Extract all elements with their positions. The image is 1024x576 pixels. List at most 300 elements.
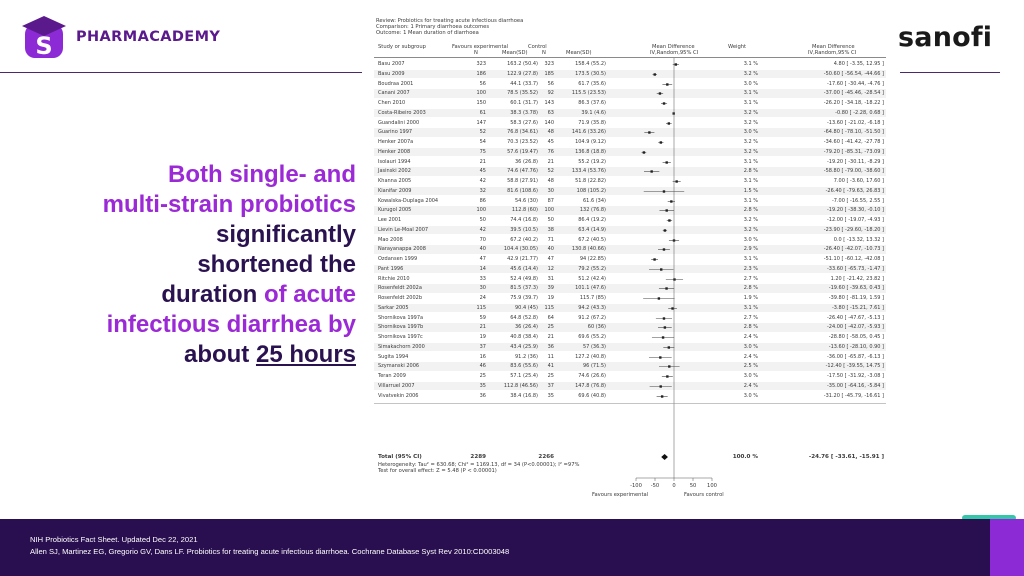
col-ctrl-n: N xyxy=(542,50,546,56)
axis-tick-label: -100 xyxy=(630,483,642,489)
study-w: 2.8 % xyxy=(743,324,758,331)
study-mc: 115.7 (85) xyxy=(579,295,606,301)
study-name: Rosenfeldt 2002b xyxy=(378,295,423,301)
study-ci: -79.20 [ -85.31, -73.09 ] xyxy=(823,148,884,155)
study-mc: 51.2 (42.4) xyxy=(578,275,606,282)
study-me: 91.2 (36) xyxy=(515,353,538,360)
total-n-exp: 2289 xyxy=(470,454,486,460)
study-ne: 86 xyxy=(479,197,486,204)
study-me: 122.9 (27.8) xyxy=(507,70,538,77)
study-nc: 30 xyxy=(547,187,554,194)
study-me: 36 (26.8) xyxy=(515,158,538,165)
study-ne: 24 xyxy=(479,295,486,301)
study-ne: 21 xyxy=(479,324,486,331)
study-me: 83.6 (55.6) xyxy=(510,363,538,370)
study-name: Canani 2007 xyxy=(378,90,410,97)
study-nc: 50 xyxy=(547,217,554,223)
study-ne: 32 xyxy=(479,187,486,194)
study-name: Shornikova 1997b xyxy=(378,324,424,331)
study-ne: 61 xyxy=(479,109,486,116)
study-mc: 39.1 (4.6) xyxy=(581,109,606,116)
study-w: 3.1 % xyxy=(743,197,758,204)
study-nc: 115 xyxy=(544,304,554,311)
headline-line-4: shortened the xyxy=(197,251,356,278)
study-ci: -24.00 [ -42.07, -5.93 ] xyxy=(826,324,884,331)
study-w: 3.1 % xyxy=(743,304,758,311)
study-ne: 47 xyxy=(479,256,486,262)
study-name: Vivatvekin 2006 xyxy=(378,392,419,399)
study-nc: 35 xyxy=(547,392,554,399)
col-ctrl: Control xyxy=(528,44,547,50)
study-me: 42.9 (21.77) xyxy=(507,256,538,262)
study-ci: -23.90 [ -29.60, -18.20 ] xyxy=(823,226,884,233)
study-mc: 104.9 (9.12) xyxy=(575,139,606,145)
study-mc: 61.6 (34) xyxy=(583,197,606,204)
pharmacademy-wordmark: PHARMACADEMY xyxy=(76,29,221,45)
plot-axis xyxy=(366,16,892,504)
study-nc: 36 xyxy=(547,343,554,350)
forest-plot xyxy=(366,16,892,504)
study-me: 104.4 (30.05) xyxy=(503,246,538,253)
study-me: 58.3 (27.6) xyxy=(510,119,538,126)
study-w: 2.4 % xyxy=(743,382,758,389)
study-ci: -26.40 [ -47.67, -5.13 ] xyxy=(826,314,884,321)
study-w: 3.1 % xyxy=(743,158,758,165)
study-mc: 132 (76.8) xyxy=(579,207,606,214)
col-md-method: IV,Random,95% CI xyxy=(650,50,699,56)
study-ne: 100 xyxy=(476,207,486,214)
study-nc: 12 xyxy=(547,265,554,272)
study-w: 2.4 % xyxy=(743,353,758,360)
heterogeneity: Heterogeneity: Tau² = 630.68; Chi² = 1169.13, df = 34 (P<0.00001); I² =97% xyxy=(378,462,580,468)
pooled-diamond xyxy=(661,454,668,460)
study-ne: 19 xyxy=(479,334,486,340)
study-me: 112.8 (46.56) xyxy=(503,382,538,389)
study-nc: 38 xyxy=(547,226,554,233)
headline-line-7 xyxy=(26,340,356,370)
study-me: 43.4 (25.9) xyxy=(510,343,538,350)
study-nc: 92 xyxy=(547,90,554,97)
study-name: Kurugol 2005 xyxy=(378,207,412,214)
study-mc: 101.1 (47.6) xyxy=(575,285,606,292)
study-me: 57.1 (25.4) xyxy=(510,373,538,379)
study-w: 3.2 % xyxy=(743,119,758,126)
favours-experimental: Favours experimental xyxy=(592,492,649,498)
study-name: Kowalska-Duplaga 2004 xyxy=(378,197,439,204)
study-w: 2.5 % xyxy=(743,363,758,370)
study-w: 3.1 % xyxy=(743,61,758,67)
col-weight: Weight xyxy=(728,44,747,50)
study-nc: 140 xyxy=(544,119,554,126)
col-md-ci-method: IV,Random,95% CI xyxy=(808,50,857,56)
study-name: Chen 2010 xyxy=(378,100,406,106)
study-mc: 74.6 (26.6) xyxy=(578,373,606,379)
study-ne: 54 xyxy=(479,139,486,145)
study-name: Kianifar 2009 xyxy=(378,187,412,194)
study-name: Lee 2001 xyxy=(378,217,402,223)
study-ci: -28.80 [ -58.05, 0.45 ] xyxy=(828,334,884,340)
study-mc: 71.9 (35.8) xyxy=(578,119,606,126)
study-mc: 147.8 (76.8) xyxy=(575,382,606,389)
study-ne: 147 xyxy=(476,119,486,126)
total-label: Total (95% CI) xyxy=(378,454,422,460)
study-ne: 36 xyxy=(479,392,486,399)
study-name: Shornikova 1997c xyxy=(378,334,423,340)
study-ci: 1.20 [ -21.42, 23.82 ] xyxy=(830,275,884,282)
headline-line-3: significantly xyxy=(215,221,356,248)
study-me: 70.3 (23.52) xyxy=(507,139,538,145)
study-ci: -33.60 [ -65.73, -1.47 ] xyxy=(826,265,884,272)
overall-effect: Test for overall effect: Z = 5.48 (P < 0.00001) xyxy=(378,468,497,474)
study-ci: -13.60 [ -21.02, -6.18 ] xyxy=(826,119,884,126)
study-w: 3.2 % xyxy=(743,148,758,155)
study-nc: 63 xyxy=(547,109,554,116)
study-nc: 76 xyxy=(547,148,554,155)
plot-comparison: Comparison: 1 Primary diarrhoea outcomes xyxy=(376,24,490,30)
study-me: 36 (26.4) xyxy=(515,324,538,331)
study-mc: 67.2 (40.5) xyxy=(578,236,606,243)
study-ne: 56 xyxy=(479,80,486,87)
study-mc: 94.2 (43.3) xyxy=(578,304,606,311)
study-me: 64.8 (52.8) xyxy=(510,314,538,321)
study-w: 2.9 % xyxy=(743,246,758,253)
study-mc: 91.2 (67.2) xyxy=(578,314,606,321)
study-ci: -19.60 [ -39.63, 0.43 ] xyxy=(828,285,884,292)
study-w: 3.0 % xyxy=(743,373,758,379)
study-me: 45.6 (14.4) xyxy=(510,265,538,272)
study-w: 2.7 % xyxy=(743,275,758,282)
study-nc: 87 xyxy=(547,197,554,204)
study-name: Szymanski 2006 xyxy=(378,363,420,370)
headline-line-2: multi-strain probiotics xyxy=(102,191,356,218)
study-mc: 108 (105.2) xyxy=(576,187,606,194)
study-w: 3.1 % xyxy=(743,100,758,106)
study-mc: 60 (36) xyxy=(587,324,606,331)
study-mc: 61.7 (35.6) xyxy=(578,80,606,87)
study-nc: 11 xyxy=(547,353,554,360)
study-ne: 150 xyxy=(476,100,486,106)
study-ci: -39.80 [ -81.19, 1.59 ] xyxy=(828,295,884,301)
study-name: Mao 2008 xyxy=(378,236,403,243)
study-w: 2.3 % xyxy=(743,265,758,272)
study-w: 3.2 % xyxy=(743,70,758,77)
study-nc: 37 xyxy=(547,382,554,389)
study-w: 3.0 % xyxy=(743,392,758,399)
study-mc: 173.5 (30.5) xyxy=(575,70,606,77)
study-w: 2.4 % xyxy=(743,334,758,340)
study-name: Costa-Ribeiro 2003 xyxy=(378,109,426,116)
study-ne: 75 xyxy=(479,148,486,155)
total-ci: -24.76 [ -33.61, -15.91 ] xyxy=(808,454,884,460)
col-md-ci: Mean Difference xyxy=(812,44,855,50)
study-nc: 185 xyxy=(544,70,554,77)
study-ne: 115 xyxy=(476,304,486,311)
study-w: 3.0 % xyxy=(743,236,758,243)
study-mc: 86.4 (19.2) xyxy=(578,217,606,223)
total-n-ctrl: 2266 xyxy=(538,454,554,460)
study-name: Simakachorn 2000 xyxy=(378,343,425,350)
graduation-cap-icon xyxy=(22,14,68,60)
study-ci: -0.80 [ -2.28, 0.68 ] xyxy=(835,109,884,116)
study-ne: 16 xyxy=(479,353,486,360)
study-mc: 115.5 (23.53) xyxy=(571,90,606,97)
study-ne: 25 xyxy=(479,373,486,379)
study-me: 90.4 (45) xyxy=(515,304,538,311)
study-ci: 7.00 [ -3.60, 17.60 ] xyxy=(833,178,884,184)
axis-tick-label: 50 xyxy=(689,483,697,489)
study-ci: -17.60 [ -30.44, -4.76 ] xyxy=(826,80,884,87)
study-me: 76.8 (34.61) xyxy=(507,129,538,136)
study-ci: -35.00 [ -64.16, -5.84 ] xyxy=(826,382,884,389)
study-name: Sarkar 2005 xyxy=(378,304,409,311)
study-mc: 141.6 (33.26) xyxy=(571,129,606,136)
study-ci: -13.60 [ -28.10, 0.90 ] xyxy=(828,343,884,350)
study-name: Rosenfeldt 2002a xyxy=(378,285,422,292)
study-name: Villarruel 2007 xyxy=(378,382,415,389)
study-ne: 21 xyxy=(479,158,486,165)
study-me: 60.1 (31.7) xyxy=(510,100,538,106)
study-ne: 33 xyxy=(479,275,486,282)
study-nc: 48 xyxy=(547,178,554,184)
study-ci: -51.10 [ -60.12, -42.08 ] xyxy=(823,256,884,262)
study-ci: -50.60 [ -56.54, -44.66 ] xyxy=(823,70,884,77)
study-me: 81.5 (37.3) xyxy=(510,285,538,292)
study-ne: 323 xyxy=(476,61,486,67)
study-w: 3.2 % xyxy=(743,139,758,145)
study-me: 38.4 (16.8) xyxy=(510,392,538,399)
headline-about: about xyxy=(183,341,256,368)
study-ne: 70 xyxy=(479,236,486,243)
study-w: 2.8 % xyxy=(743,207,758,214)
svg-text:S: S xyxy=(35,32,53,60)
study-mc: 51.8 (22.82) xyxy=(575,178,606,184)
study-nc: 143 xyxy=(544,100,554,106)
headline-line-6: infectious diarrhea by xyxy=(106,311,356,338)
study-ci: -12.40 [ -39.55, 14.75 ] xyxy=(825,363,884,370)
study-w: 3.0 % xyxy=(743,343,758,350)
study-w: 2.8 % xyxy=(743,168,758,175)
total-weight: 100.0 % xyxy=(732,454,758,460)
pharmacademy-logo xyxy=(22,14,220,60)
study-w: 3.2 % xyxy=(743,109,758,116)
study-nc: 47 xyxy=(547,256,554,262)
sanofi-logo: sanofi xyxy=(898,22,993,53)
study-ne: 59 xyxy=(479,314,486,321)
study-nc: 48 xyxy=(547,129,554,136)
study-mc: 158.4 (55.2) xyxy=(575,61,606,67)
col-md: Mean Difference xyxy=(652,44,695,50)
study-name: Isolauri 1994 xyxy=(378,158,411,165)
study-me: 38.3 (3.78) xyxy=(510,109,538,116)
study-nc: 41 xyxy=(547,363,554,370)
study-ne: 42 xyxy=(479,178,486,184)
study-w: 3.1 % xyxy=(743,256,758,262)
headline-line-1: Both single- and xyxy=(168,161,356,188)
footer-source-1: NIH Probiotics Fact Sheet. Updated Dec 22, 2021 xyxy=(30,535,198,544)
study-nc: 323 xyxy=(544,61,554,67)
study-ne: 37 xyxy=(479,343,486,350)
study-me: 74.4 (16.8) xyxy=(510,217,538,223)
study-name: Basu 2009 xyxy=(378,70,405,77)
study-w: 3.0 % xyxy=(743,80,758,87)
study-nc: 25 xyxy=(547,324,554,331)
headline-line-5 xyxy=(26,280,356,310)
header-rule-right xyxy=(900,72,1000,73)
study-w: 3.1 % xyxy=(743,90,758,97)
study-mc: 69.6 (55.2) xyxy=(578,334,606,340)
study-w: 2.7 % xyxy=(743,314,758,321)
study-me: 44.1 (33.7) xyxy=(510,80,538,87)
study-ci: -17.50 [ -31.92, -3.08 ] xyxy=(826,373,884,379)
headline-of-acute: of acute xyxy=(257,281,356,308)
study-ne: 14 xyxy=(479,265,486,272)
study-ne: 42 xyxy=(479,226,486,233)
headline-25-hours: 25 hours xyxy=(255,341,356,368)
study-w: 3.2 % xyxy=(743,217,758,223)
study-me: 52.4 (49.8) xyxy=(510,275,538,282)
study-w: 3.1 % xyxy=(743,178,758,184)
study-ci: -26.40 [ -79.63, 26.83 ] xyxy=(825,187,884,194)
study-me: 78.5 (35.52) xyxy=(507,90,538,97)
study-name: Guandalini 2000 xyxy=(378,119,420,126)
study-me: 58.8 (27.91) xyxy=(507,178,538,184)
headline xyxy=(26,160,356,370)
study-mc: 96 (71.5) xyxy=(583,363,606,370)
footer-accent xyxy=(990,519,1024,576)
study-name: Shornikova 1997a xyxy=(378,314,424,321)
study-nc: 64 xyxy=(547,314,554,321)
headline-duration: duration xyxy=(161,281,258,308)
plot-outcome: Outcome: 1 Mean duration of diarrhoea xyxy=(376,30,479,36)
footer xyxy=(0,519,1024,576)
study-ci: 4.80 [ -3.35, 12.95 ] xyxy=(833,61,884,67)
study-ne: 50 xyxy=(479,217,486,223)
col-ctrl-mean: Mean(SD) xyxy=(566,50,592,56)
study-nc: 25 xyxy=(547,373,554,379)
study-name: Lievin Le-Moal 2007 xyxy=(378,226,429,233)
study-name: Teran 2009 xyxy=(378,373,406,379)
study-ci: -64.80 [ -78.10, -51.50 ] xyxy=(823,129,884,136)
study-ne: 46 xyxy=(479,363,486,370)
axis-tick-label: 100 xyxy=(707,483,717,489)
study-me: 54.6 (30) xyxy=(515,197,538,204)
study-mc: 69.6 (40.8) xyxy=(578,392,606,399)
study-w: 1.5 % xyxy=(743,187,758,194)
study-name: Basu 2007 xyxy=(378,61,405,67)
study-name: Sugita 1994 xyxy=(378,353,409,360)
study-name: Henker 2008 xyxy=(378,148,411,155)
study-ne: 30 xyxy=(479,285,486,292)
col-exp: Favours experimental xyxy=(452,44,509,50)
axis-tick-label: 0 xyxy=(672,483,676,489)
study-ne: 35 xyxy=(479,382,486,389)
study-mc: 79.2 (55.2) xyxy=(578,265,606,272)
study-nc: 45 xyxy=(547,139,554,145)
study-ci: -19.20 [ -38.30, -0.10 ] xyxy=(826,207,884,214)
study-ci: -34.60 [ -41.42, -27.78 ] xyxy=(823,139,884,145)
study-me: 81.6 (108.6) xyxy=(507,187,538,194)
col-exp-n: N xyxy=(474,50,478,56)
study-name: Narayanappa 2008 xyxy=(378,246,426,253)
study-name: Guarino 1997 xyxy=(378,129,413,136)
study-ci: -3.80 [ -15.21, 7.61 ] xyxy=(831,304,884,311)
study-ne: 100 xyxy=(476,90,486,97)
study-ci: -12.00 [ -19.07, -4.93 ] xyxy=(826,217,884,223)
study-nc: 39 xyxy=(547,285,554,292)
footer-source-2: Allen SJ, Martinez EG, Gregorio GV, Dans LF. Probiotics for treating acute infectious diarrhoea. Cochrane Database Syst Rev 2010:CD003048 xyxy=(30,547,510,556)
study-name: Ritchie 2010 xyxy=(378,275,410,282)
study-me: 112.8 (60) xyxy=(511,207,538,214)
study-mc: 55.2 (19.2) xyxy=(578,158,606,165)
study-ne: 40 xyxy=(479,246,486,253)
study-me: 74.6 (47.76) xyxy=(507,168,538,175)
study-name: Ozdansen 1999 xyxy=(378,256,418,262)
study-nc: 21 xyxy=(547,334,554,340)
study-name: Khanna 2005 xyxy=(378,178,412,184)
study-ci: -19.20 [ -30.11, -8.29 ] xyxy=(826,158,884,165)
study-nc: 100 xyxy=(544,207,554,214)
study-nc: 19 xyxy=(547,295,554,301)
study-mc: 130.8 (40.66) xyxy=(571,246,606,253)
study-ci: -36.00 [ -65.87, -6.13 ] xyxy=(826,353,884,360)
study-mc: 136.8 (18.8) xyxy=(575,148,606,155)
study-nc: 71 xyxy=(547,236,554,243)
study-name: Boudraa 2001 xyxy=(378,80,414,87)
study-ne: 52 xyxy=(479,129,486,136)
study-ne: 186 xyxy=(476,70,486,77)
study-ci: -31.20 [ -45.79, -16.61 ] xyxy=(823,392,884,399)
study-nc: 52 xyxy=(547,168,554,175)
study-nc: 21 xyxy=(547,158,554,165)
study-nc: 40 xyxy=(547,246,554,253)
study-w: 2.8 % xyxy=(743,285,758,292)
study-ne: 45 xyxy=(479,168,486,175)
study-mc: 57 (36.3) xyxy=(583,343,606,350)
study-name: Pant 1996 xyxy=(378,265,404,272)
study-name: Jasinski 2002 xyxy=(378,168,411,175)
study-ci: 0.0 [ -13.32, 13.32 ] xyxy=(833,236,884,243)
study-ci: -58.80 [ -79.00, -38.60 ] xyxy=(823,168,884,175)
col-exp-mean: Mean(SD) xyxy=(502,50,528,56)
study-w: 1.9 % xyxy=(743,295,758,301)
study-w: 3.2 % xyxy=(743,226,758,233)
plot-review: Review: Probiotics for treating acute infectious diarrhoea xyxy=(376,18,524,24)
axis-tick-label: -50 xyxy=(650,483,660,489)
favours-control: Favours control xyxy=(684,492,724,498)
study-w: 3.0 % xyxy=(743,129,758,136)
study-nc: 31 xyxy=(547,275,554,282)
study-mc: 94 (22.85) xyxy=(579,256,606,262)
study-mc: 86.3 (37.6) xyxy=(578,100,606,106)
study-ci: -26.20 [ -34.18, -18.22 ] xyxy=(823,100,884,106)
study-mc: 133.4 (53.76) xyxy=(571,168,606,175)
study-mc: 63.4 (14.9) xyxy=(578,226,606,233)
header-rule-left xyxy=(0,72,362,73)
study-ci: -7.00 [ -16.55, 2.55 ] xyxy=(831,197,884,204)
study-nc: 56 xyxy=(547,80,554,87)
study-name: Henker 2007a xyxy=(378,139,414,145)
study-me: 39.5 (10.5) xyxy=(510,226,538,233)
study-ci: -37.00 [ -45.46, -28.54 ] xyxy=(823,90,884,97)
col-study: Study or subgroup xyxy=(378,44,426,50)
study-ci: -26.40 [ -42.07, -10.73 ] xyxy=(823,246,884,253)
study-me: 40.8 (38.4) xyxy=(510,334,538,340)
study-me: 163.2 (50.4) xyxy=(507,61,538,67)
study-me: 57.6 (19.47) xyxy=(507,148,538,155)
study-mc: 127.2 (40.8) xyxy=(575,353,606,360)
study-me: 75.9 (39.7) xyxy=(510,295,538,301)
study-me: 67.2 (40.2) xyxy=(510,236,538,243)
